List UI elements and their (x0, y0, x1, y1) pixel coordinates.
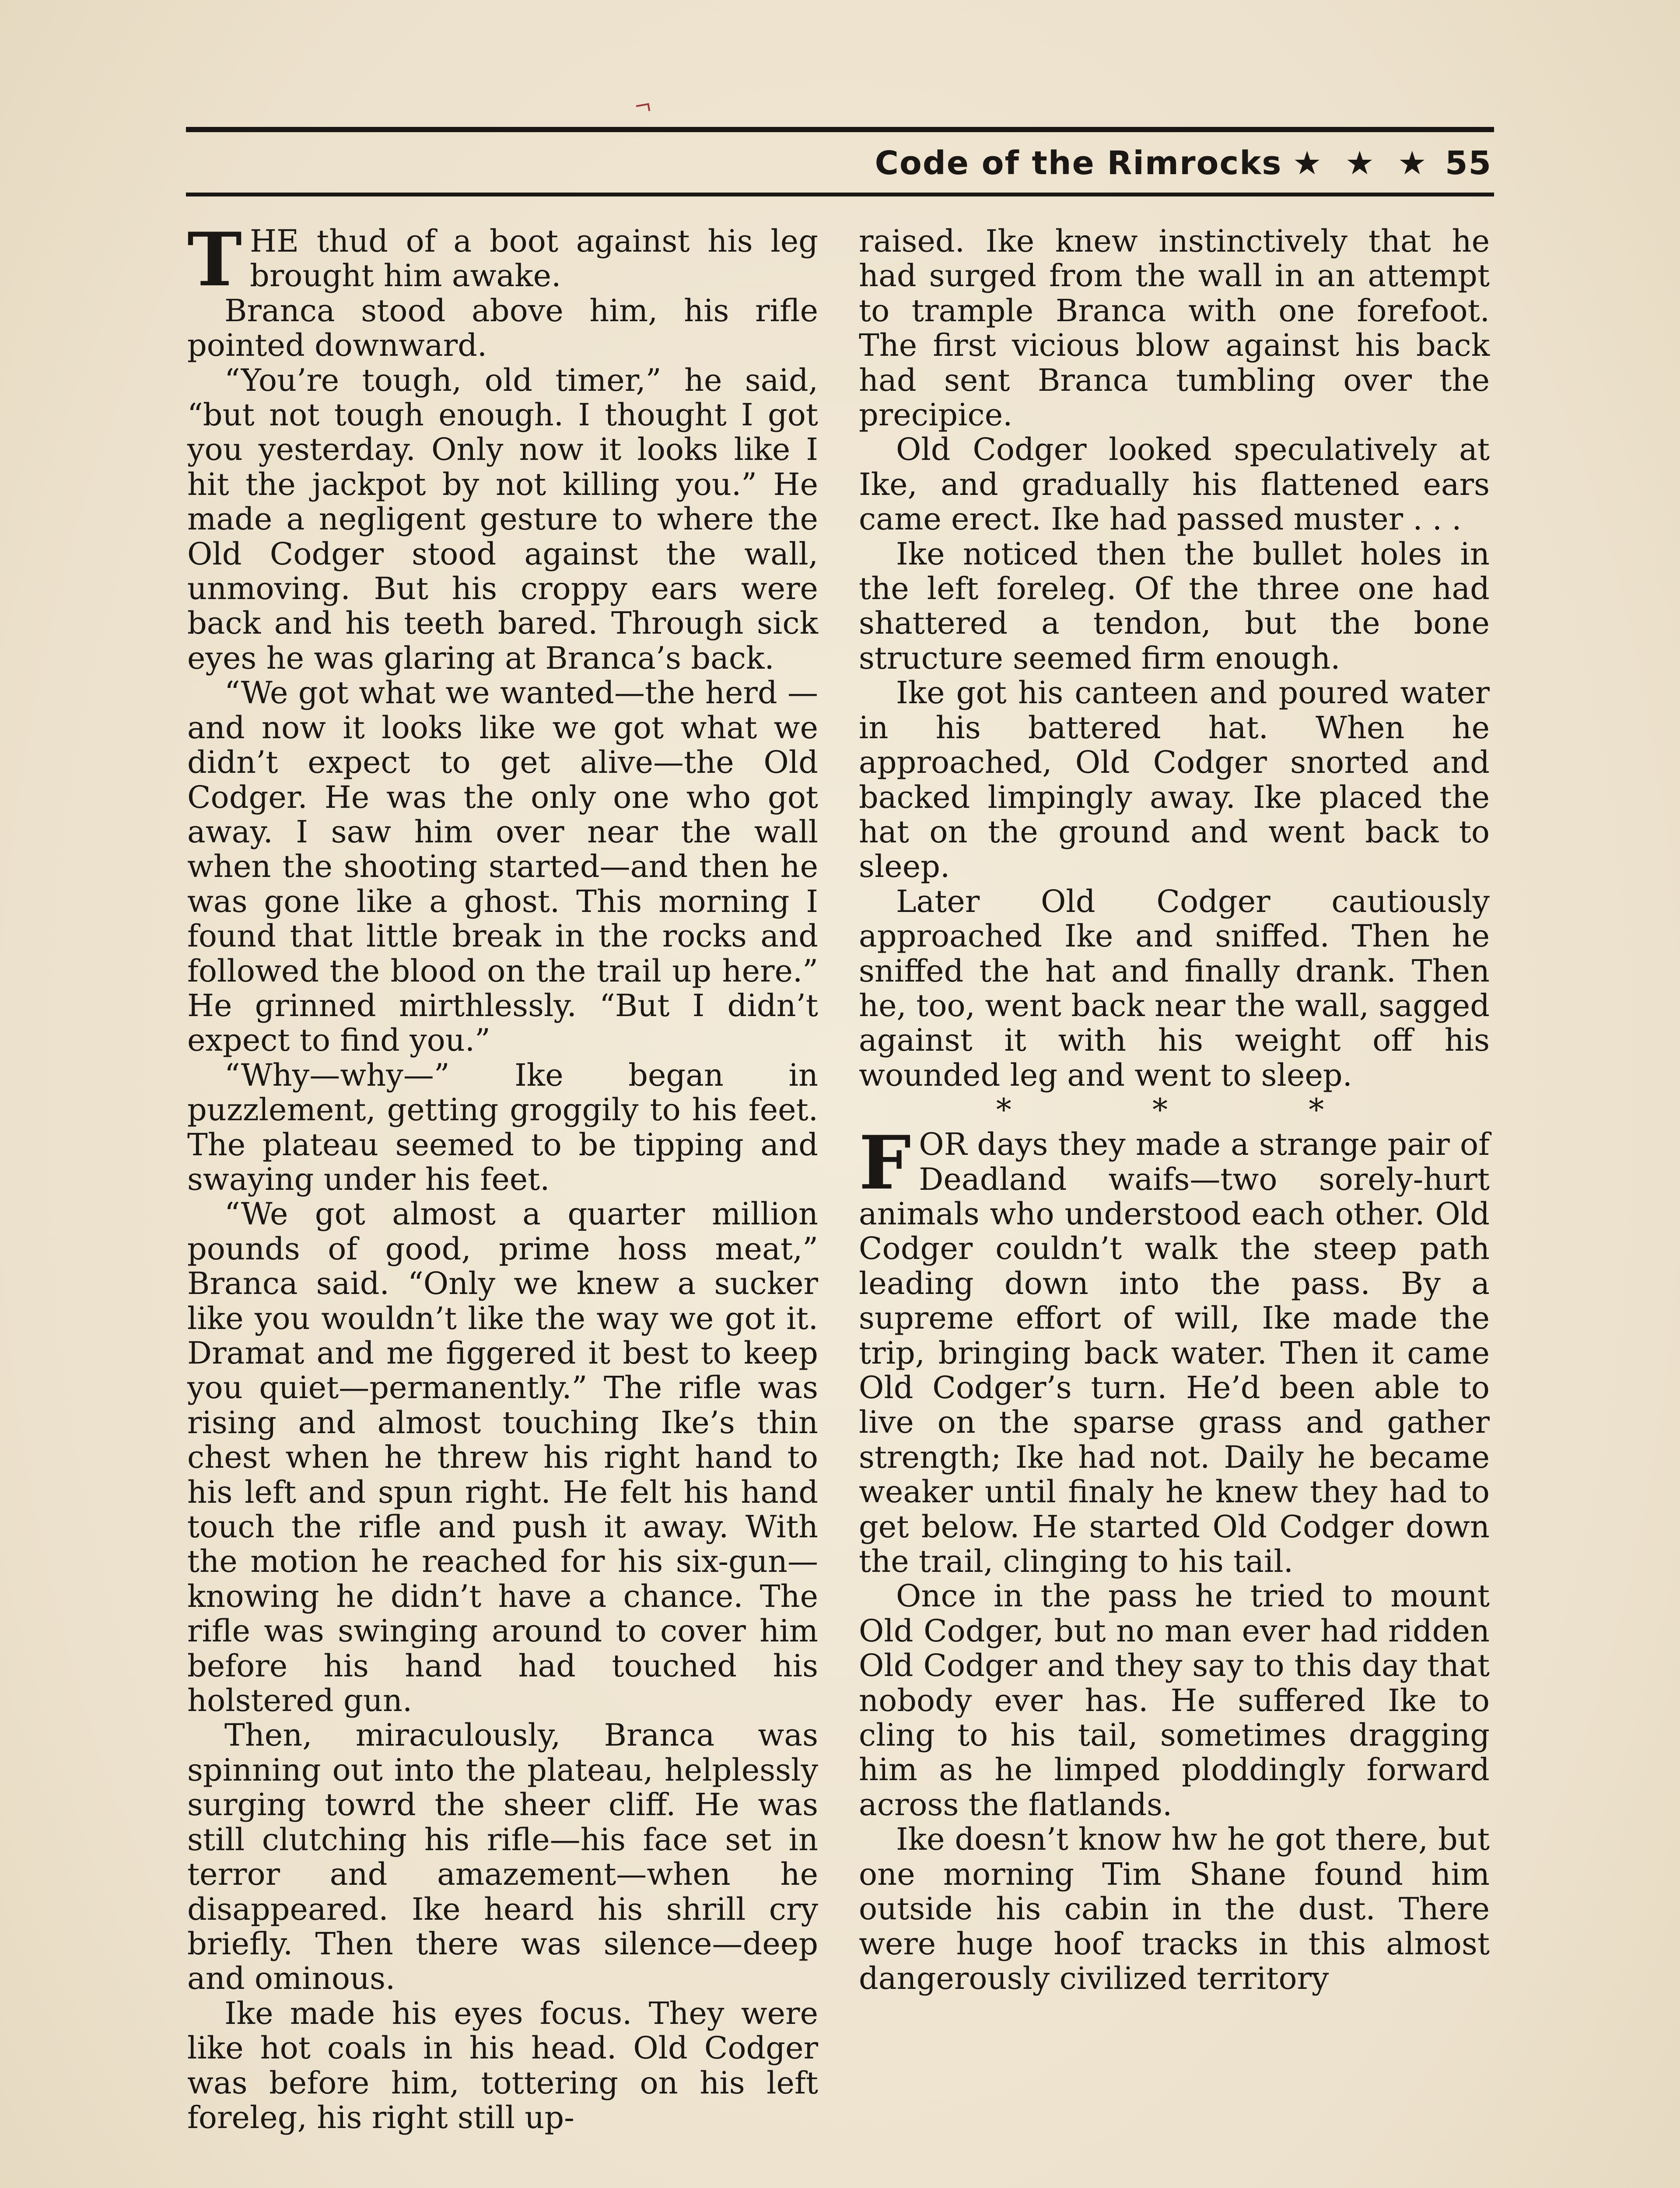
right-column (859, 224, 1490, 1996)
paragraph: Ike doesn’t know hw he got there, but one morning Tim Shane found him outside his cabin in the dust. There were huge hoof tracks in this almost dangerously civilized territory (859, 1821, 1490, 1996)
left-column (187, 216, 818, 2135)
story-title: Code of the Rimrocks (875, 144, 1282, 182)
paragraph: Old Codger looked speculatively at Ike, and gradually his flattened ears came erect. Ike had passed muster . . . (859, 431, 1490, 537)
continued-paragraph: raised. Ike knew instinctively that he had surged from the wall in an attempt to trample Branca with one forefoot. The first vicious blow against his back had sent Branca tumbling over the precipice. (859, 223, 1490, 433)
drop-cap-f: F (859, 1119, 911, 1206)
running-head (875, 139, 1492, 187)
paragraph: “You’re tough, old timer,” he said, “but not tough enough. I thought I got you yesterday. Only now it looks like I hit the jackpot by not killing you.” He made a negligent gesture to where the Old Codger stood against the wall, unmoving. But his croppy ears were back and his teeth bared. Through sick eyes he was glaring at Branca’s back. (187, 362, 818, 676)
paragraph: Later Old Codger cautiously approached Ike and sniffed. Then he sniffed the hat and finally drank. Then he, too, went back near the wall, sagged against it with his weight off his wounded leg and went to sleep. (859, 883, 1490, 1093)
paragraph: Ike got his canteen and poured water in his battered hat. When he approached, Old Codger snorted and backed limpingly away. Ike placed the hat on the ground and went back to sleep. (859, 675, 1490, 885)
page-number: 55 (1445, 144, 1492, 182)
header-rule-bottom (186, 193, 1494, 196)
header-rule-top (186, 127, 1494, 132)
paragraph: Once in the pass he tried to mount Old Codger, but no man ever had ridden Old Codger and they say to this day that nobody ever has. He suffered Ike to cling to his tail, sometimes dragging him as he limped ploddingly forward across the flatlands. (859, 1578, 1490, 1823)
opening-paragraph: THE thud of a boot against his leg brought him awake. (187, 216, 818, 303)
ink-mark (636, 103, 651, 113)
paragraph: Branca stood above him, his rifle pointed downward. (187, 292, 818, 364)
paragraph: Ike made his eyes focus. They were like hot coals in his head. Old Codger was before him, tottering on his left foreleg, his right still up- (187, 1995, 818, 2135)
paragraph: “We got what we wanted—the herd —and now it looks like we got what we didn’t expect to get alive—the Old Codger. He was the only one who got away. I saw him over near the wall when the shooting started—and then he was gone like a ghost. This morning I found that little break in the rocks and followed the blood on the trail up here.” He grinned mirthlessly. “But I didn’t expect to find you.” (187, 675, 818, 1059)
paragraph: “We got almost a quarter million pounds of good, prime hoss meat,” Branca said. “Only we knew a sucker like you wouldn’t like the way we got it. Dramat and me figgered it best to keep you quiet—permanently.” The rifle was rising and almost touching Ike’s thin chest when he threw his right hand to his left and spun right. He felt his hand touch the rifle and push it away. With the motion he reached for his six-gun—knowing he didn’t have a chance. The rifle was swinging around to cover him before his hand had touched his holstered gun. (187, 1196, 818, 1719)
paragraph: Then, miraculously, Branca was spinning out into the plateau, helplessly surging towrd the sheer cliff. He was still clutching his rifle—his face set in terror and amazement—when he disappeared. Ike heard his shrill cry briefly. Then there was silence—deep and ominous. (187, 1717, 818, 1997)
section-break: * * * (996, 1092, 1390, 1128)
paragraph: “Why—why—” Ike began in puzzlement, getting groggily to his feet. The plateau seemed to be tipping and swaying under his feet. (187, 1057, 818, 1197)
star-ornaments: ★ ★ ★ (1292, 144, 1433, 182)
paragraph: Ike noticed then the bullet holes in the left foreleg. Of the three one had shattered a tendon, but the bone structure seemed firm enough. (859, 536, 1490, 676)
drop-cap-t: T (187, 216, 242, 303)
section-opening-paragraph: FOR days they made a strange pair of Deadland waifs—two sorely-hurt animals who understood each other. Old Codger couldn’t walk the steep path leading down into the pass. By a supreme effort of will, Ike made the trip, bringing back water. Then it came Old Codger’s turn. He’d been able to live on the sparse grass and gather strength; Ike had not. Daily he became weaker until finaly he knew they had to get below. He started Old Codger down the trail, clinging to his tail. (859, 1119, 1490, 1580)
